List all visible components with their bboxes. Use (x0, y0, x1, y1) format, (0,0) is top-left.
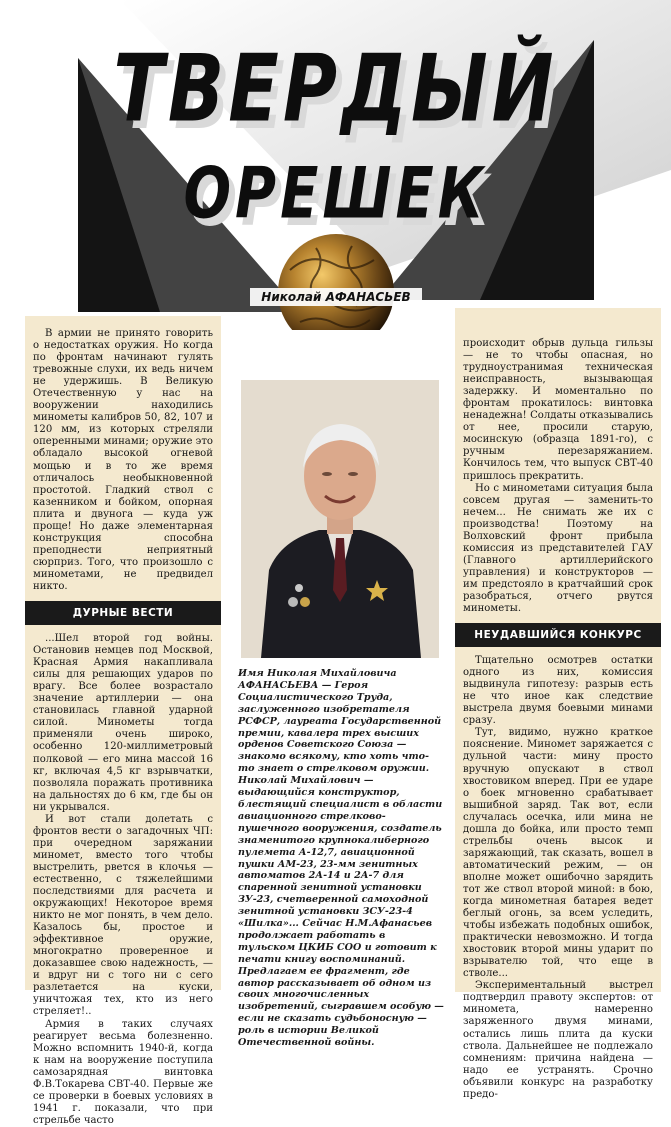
section-heading-bad-news: ДУРНЫЕ ВЕСТИ (25, 601, 221, 625)
right-paragraph-1: происходит обрыв дульца гильзы — не то чтобы опасная, но трудноустранимая техническая неисправность, вызывающая задержку. И моментально по фронтам прокатилось: винтовка ненадежна! Солдаты отказывались от нее, просили старую, мосинскую (образца 1891-го), с ручным перезаряжанием. Кончилось тем, что выпуск СВТ-40 пришлось прекратить. (463, 338, 653, 482)
portrait-illustration (241, 380, 439, 658)
right-paragraph-2: Но с минометами ситуация была совсем другая — заменить-то нечем... Не снимать же их с производства! Поэтому на Волховский фронт прибыла комиссия из представителей ГАУ (Главного артиллерийского управления) и конструкторов — им предстояло в кратчайший срок разобраться, отчего рвутся минометы. (463, 482, 653, 615)
author-byline: Николай АФАНАСЬЕВ (250, 288, 422, 306)
article-title-line-1: ТВЕРДЫЙ (113, 35, 558, 143)
right-column (455, 308, 661, 1100)
left-column (25, 316, 221, 1126)
left-paragraph-3: Армия в таких случаях реагирует весьма болезненно. Можно вспомнить 1940-й, когда к нам на вооружение поступила самозарядная винтовка Ф.В.Токарева СВТ-40. Первые же се проверки в боевых условиях в 1941 г. показали, что при стрельбе часто (33, 1018, 213, 1126)
left-paragraph-1: ...Шел второй год войны. Остановив немцев под Москвой, Красная Армия накапливала силы для решающих ударов по врагу. Все более возрастало значение артиллерии — она становилась главной ударной силой. Минометы тогда применяли очень широко, особенно 120-миллиметровый полковой — его мина массой 16 кг, включая 4,5 кг взрывчатки, позволяла поражать противника на дальностях до 6 км, где бы он ни укрывался. (33, 633, 213, 813)
right-paragraph-3: Тщательно осмотрев остатки одного из них, комиссия выдвинула гипотезу: разрыв есть не что иное как следствие выстрела двумя боевыми минами сразу. (463, 655, 653, 727)
article-title-line-2: ОРЕШЕК (183, 153, 488, 236)
left-paragraph-2: И вот стали долетать с фронтов вести о загадочных ЧП: при очередном заряжании миномет, вместо того чтобы выстрелить, рвется в клочья — естественно, с тяжелейшими последствиями для расчета и окружающих! Некоторое время никто не мог понять, в чем дело. Казалось бы, простое и эффективное оружие, многократно проверенное и доказавшее свою надежность, — и вдруг ни с того ни с сего разлетается на куски, уничтожая тех, кто из него стреляет!.. (33, 813, 213, 1018)
portrait-photo (241, 380, 439, 658)
intro-paragraph: В армии не принято говорить о недостатках оружия. Но когда по фронтам начинают гулять тревожные слухи, их ведь ничем не удержишь. В Великую Отечественную у нас на вооружении находились минометы калибров 50, 82, 107 и 120 мм, из которых стреляли оперенными минами; оружие это обладало высокой огневой мощью и в то же время отличалось необыкновенной простотой. Гладкий ствол с казенником и бойком, опорная плита и двунога — куда уж проще! Но даже элементарная конструкция способна преподнести неприятный сюрприз. Того, что произошло с минометами, не предвидел никто. (33, 328, 213, 592)
photo-caption: Имя Николая Михайловича АФАНАСЬЕВА — Героя Социалистического Труда, заслуженного изобретателя РСФСР, лауреата Государственной премии, кавалера трех высших орденов Советского Союза — знакомо всякому, кто хоть что-то знает о стрелковом оружии. Николай Михайлович — выдающийся конструктор, блестящий специалист в области авиационного стрелково-пушечного вооружения, создатель знаменитого крупнокалиберного пулемета А-12,7, авиационной пушки АМ-23, 23-мм зенитных автоматов 2А-14 и 2А-7 для спаренной зенитной установки ЗУ-23, счетверенной самоходной зенитной установки ЗСУ-23-4 «Шилка»... Сейчас Н.М.Афанасьев продолжает работать в тульском ЦКИБ СОО и готовит к печати книгу воспоминаний. Предлагаем ее фрагмент, где автор рассказывает об одном из своих многочисленных изобретений, сыгравшем особую — если не сказать судьбоносную — роль в истории Великой Отечественной войны. (238, 668, 444, 1049)
right-paragraph-4: Тут, видимо, нужно краткое пояснение. Миномет заряжается с дульной части: мину просто вручную опускают в ствол хвостовиком вперед. При ее ударе о боек мгновенно срабатывает вышибной заряд. Так вот, если случалась осечка, или мина не дошла до бойка, или просто темп стрельбы очень высок и заряжающий, так сказать, вошел в автоматический режим, — он вполне может ошибочно зарядить тот же ствол второй миной: в бою, когда минометная батарея ведет беглый огонь, за всем уследить, чтобы избежать подобных ошибок, практически невозможно. И тогда хвостовик второй мины ударит по взрывателю той, что еще в стволе... (463, 727, 653, 980)
section-heading-failed-contest: НЕУДАВШИЙСЯ КОНКУРС (455, 623, 661, 647)
right-paragraph-5: Экспериментальный выстрел подтвердил правоту экспертов: от миномета, намеренно заряженного двумя минами, остались лишь плита да куски ствола. Дальнейшее не подлежало сомнениям: причина найдена — надо ее устранять. Срочно объявили конкурс на разработку предо- (463, 980, 653, 1100)
